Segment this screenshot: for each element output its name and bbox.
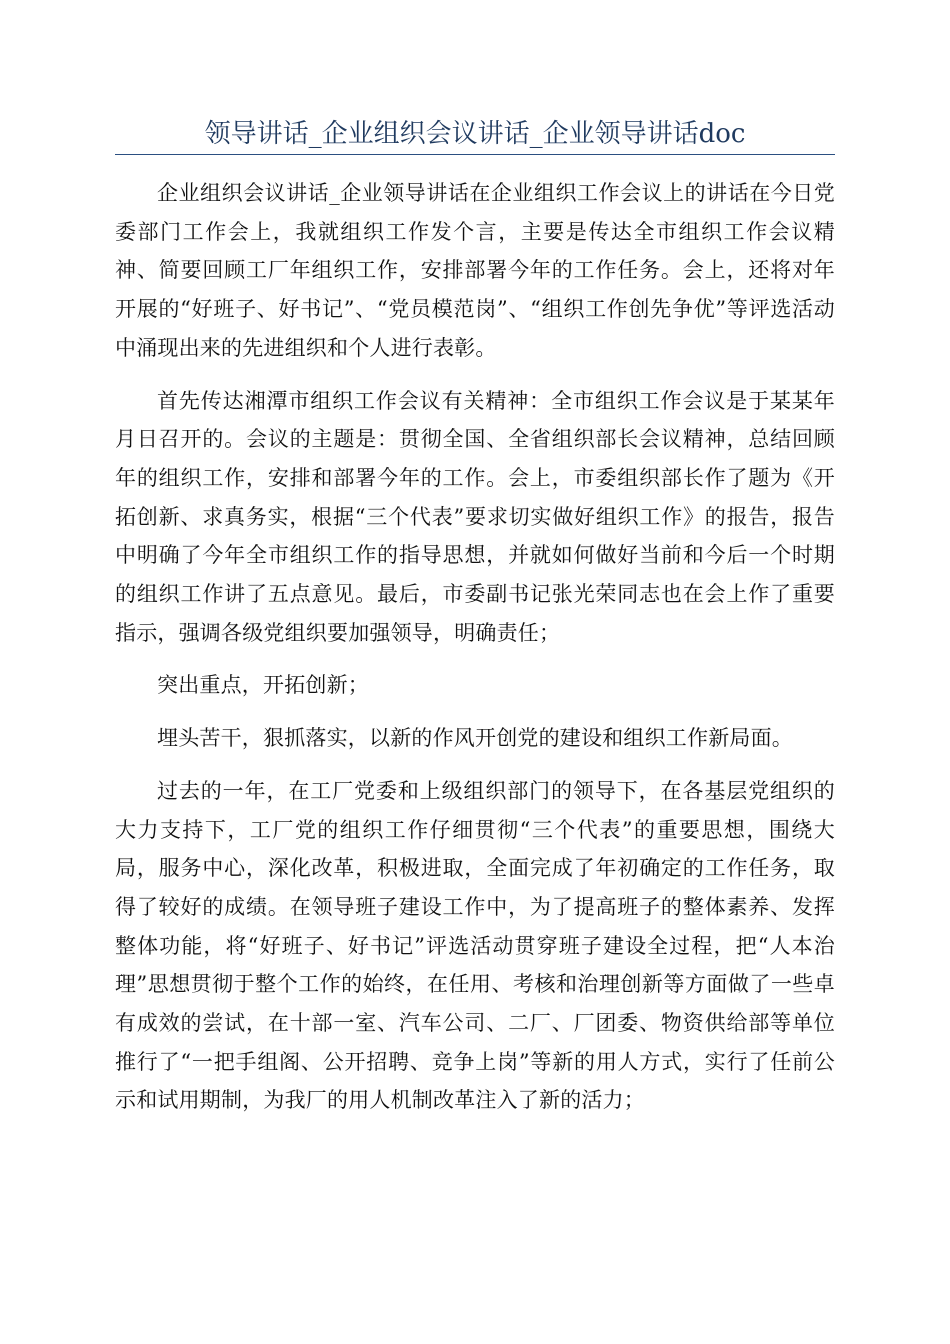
title-underline <box>115 154 835 155</box>
document-title: 领导讲话_企业组织会议讲话_企业领导讲话doc <box>204 119 746 149</box>
paragraph-2: 首先传达湘潭市组织工作会议有关精神：全市组织工作会议是于某某年月日召开的。会议的主题是：贯彻全国、全省组织部长会议精神，总结回顾年的组织工作，安排和部署今年的工作。会上，市委组织部长作了题为《开拓创新、求真务实，根据“三个代表”要求切实做好组织工作》的报告，报告中明确了今年全市组织工作的指导思想，并就如何做好当前和今后一个时期的组织工作讲了五点意见。最后，市委副书记张光荣同志也在会上作了重要指示，强调各级党组织要加强领导，明确责任； <box>115 388 835 645</box>
paragraph-5: 过去的一年，在工厂党委和上级组织部门的领导下，在各基层党组织的大力支持下，工厂党的组织工作仔细贯彻“三个代表”的重要思想，围绕大局，服务中心，深化改革，积极进取，全面完成了年初确定的工作任务，取得了较好的成绩。在领导班子建设工作中，为了提高班子的整体素养、发挥整体功能，将“好班子、好书记”评选活动贯穿班子建设全过程，把“人本治理”思想贯彻于整个工作的始终，在任用、考核和治理创新等方面做了一些卓有成效的尝试，在十部一室、汽车公司、二厂、厂团委、物资供给部等单位推行了“一把手组阁、公开招聘、竞争上岗”等新的用人方式，实行了任前公示和试用期制，为我厂的用人机制改革注入了新的活力； <box>115 778 835 1113</box>
document-body <box>115 174 835 1120</box>
paragraph-4: 埋头苦干，狠抓落实，以新的作风开创党的建设和组织工作新局面。 <box>157 726 793 751</box>
paragraph-3: 突出重点，开拓创新； <box>157 673 369 698</box>
paragraph-1: 企业组织会议讲话_企业领导讲话在企业组织工作会议上的讲话在今日党委部门工作会上，我就组织工作发个言，主要是传达全市组织工作会议精神、简要回顾工厂年组织工作，安排部署今年的工作任务。会上，还将对年开展的“好班子、好书记”、“党员模范岗”、“组织工作创先争优”等评选活动中涌现出来的先进组织和个人进行表彰。 <box>115 181 835 360</box>
